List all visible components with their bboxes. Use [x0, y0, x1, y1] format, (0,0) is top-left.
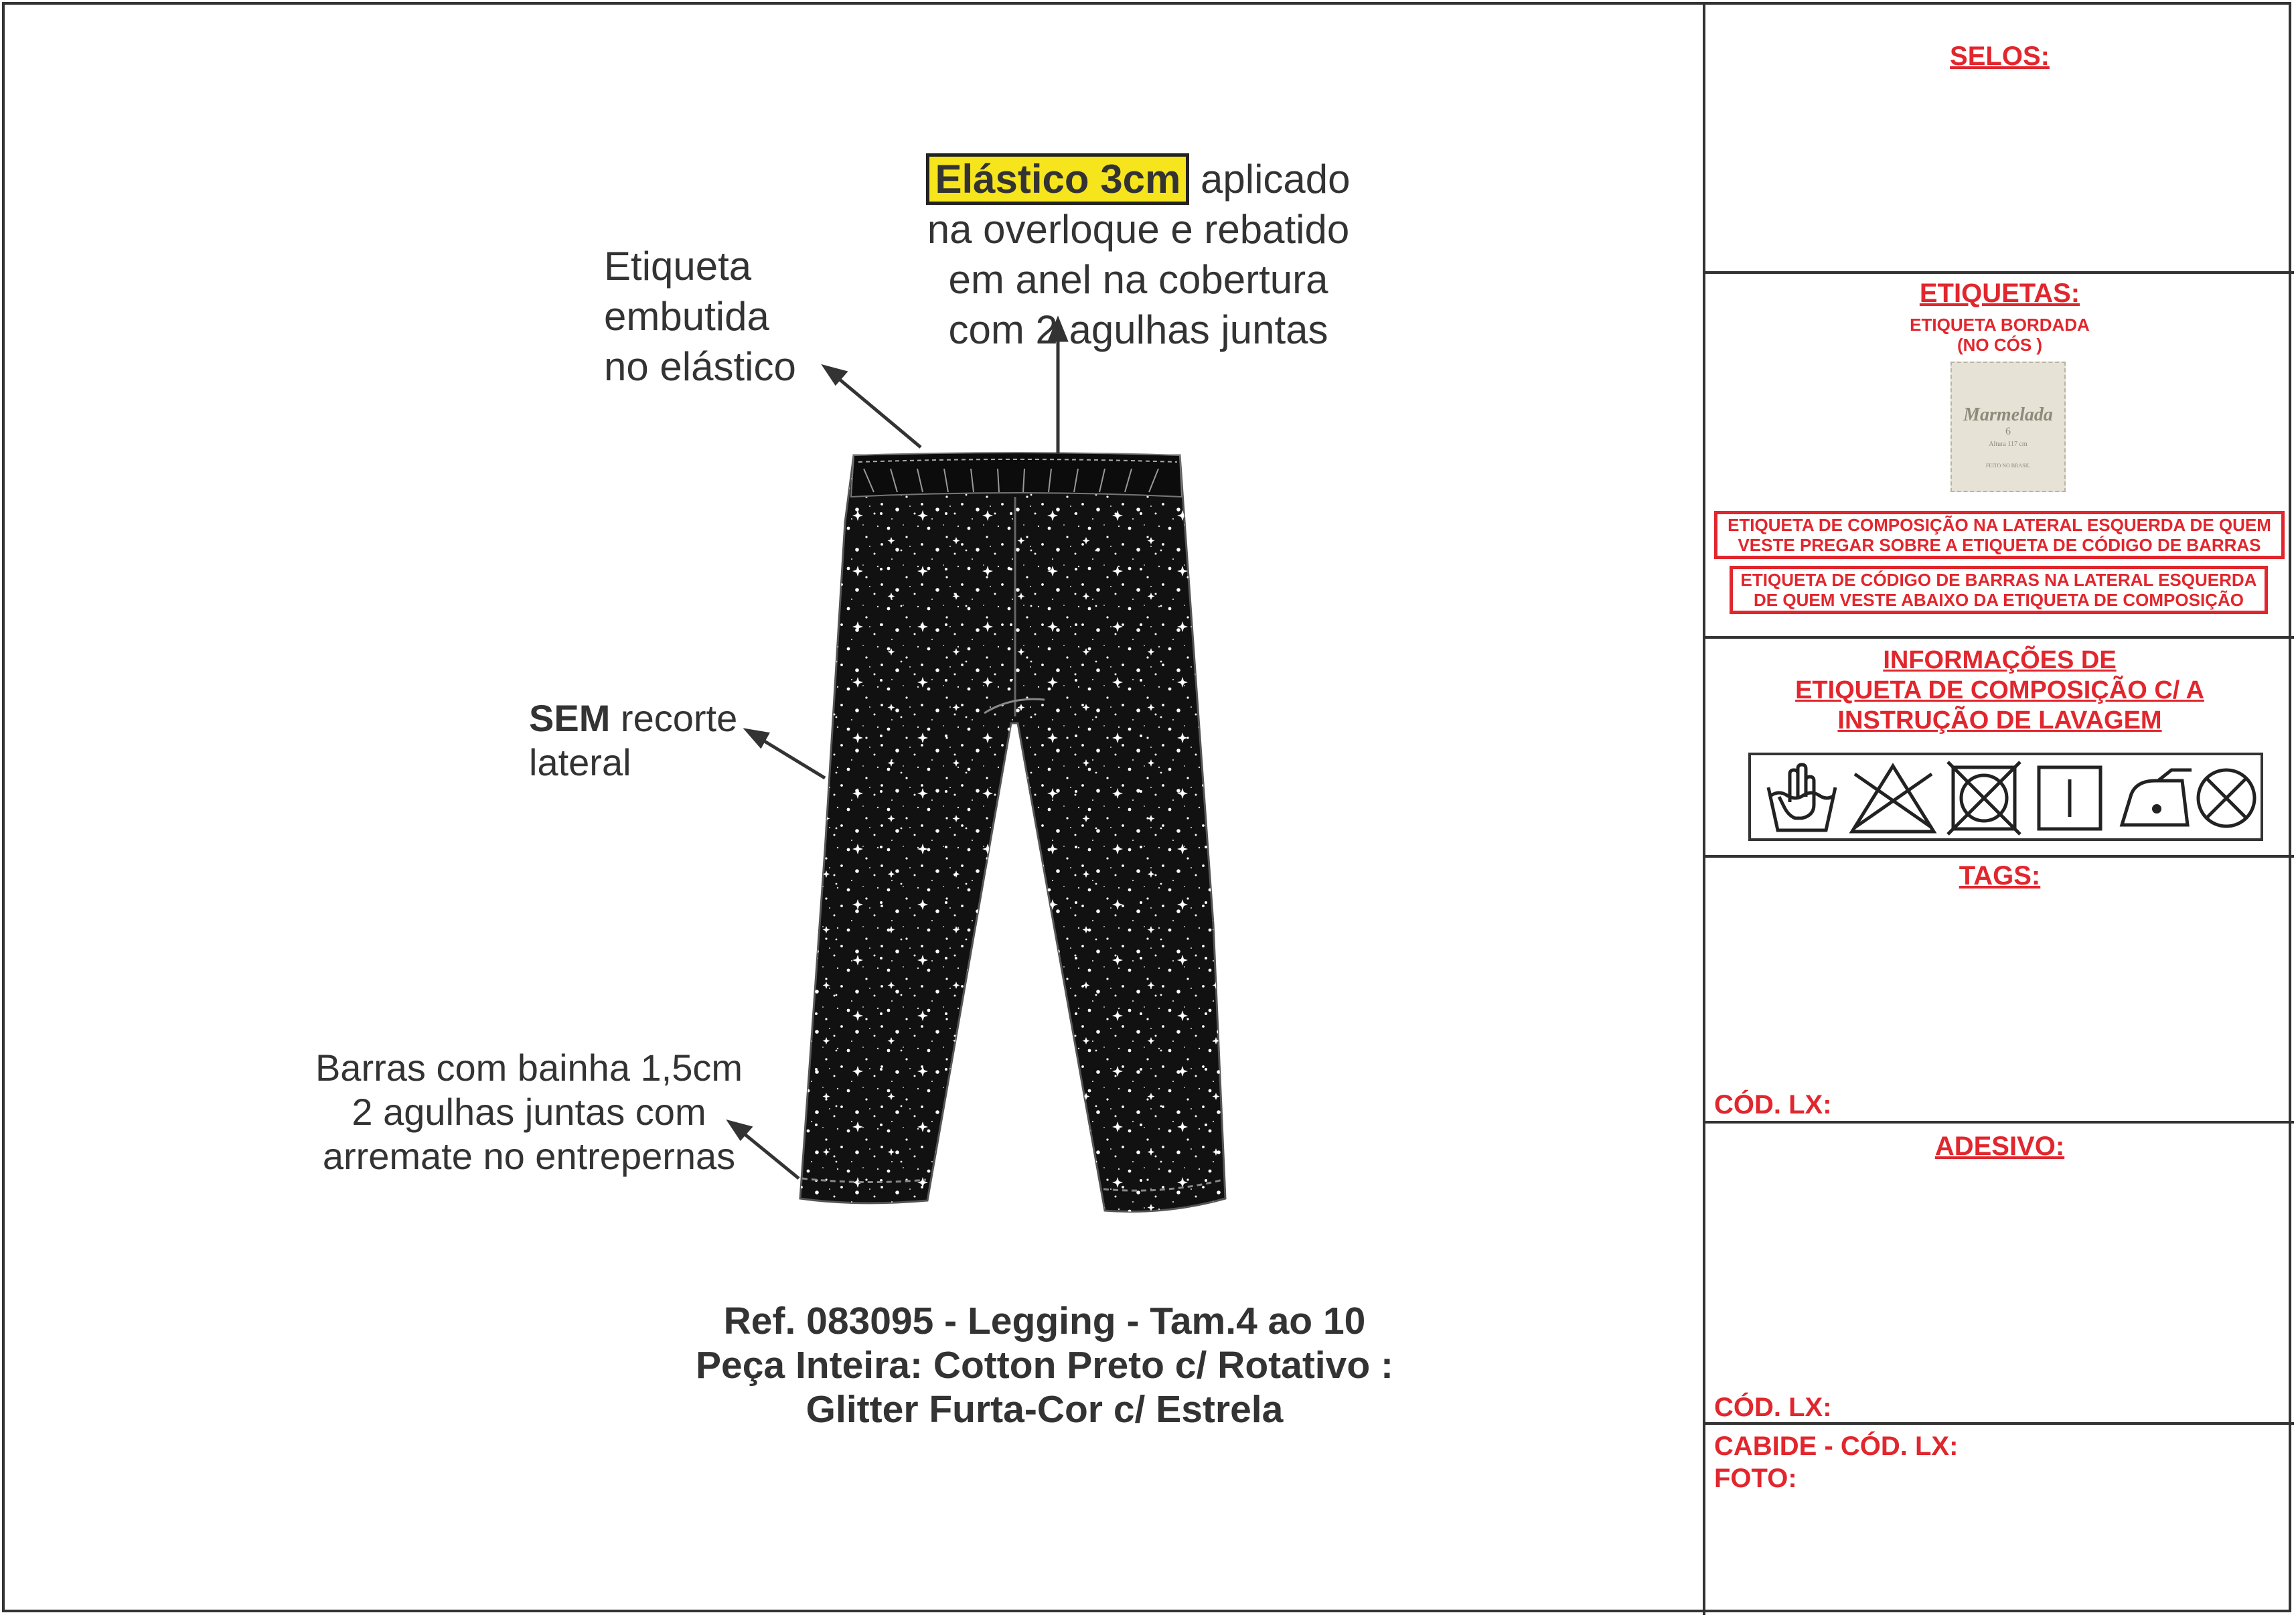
elastic-note — [924, 154, 1353, 355]
composition-note — [1714, 511, 2285, 559]
section-divider — [1703, 855, 2294, 858]
label-height: Altura 117 cm — [1989, 441, 2027, 448]
do-not-tumble-dry-icon — [1946, 761, 2021, 836]
elastic-highlight: Elástico 3cm — [926, 153, 1189, 205]
label-note-line: Etiqueta — [604, 244, 752, 289]
info-title-line: ETIQUETA DE COMPOSIÇÃO C/ A — [1795, 676, 2204, 704]
section-divider — [1703, 636, 2294, 639]
product-title-line: Peça Inteira: Cotton Preto c/ Rotativo : — [696, 1344, 1393, 1387]
etiquetas-title: ETIQUETAS: — [1919, 279, 2080, 308]
hem-note-line: arremate no entrepernas — [322, 1135, 736, 1177]
sidebar-divider — [1703, 2, 1705, 1615]
product-title-line: Ref. 083095 - Legging - Tam.4 ao 10 — [723, 1300, 1366, 1342]
elastic-note-line: em anel na cobertura — [948, 257, 1328, 302]
barcode-note-line: DE QUEM VESTE ABAIXO DA ETIQUETA DE COMPOSIÇÃO — [1754, 590, 2244, 610]
iron-low-icon — [2118, 761, 2193, 836]
label-note-line: no elástico — [604, 344, 796, 389]
embroidered-label — [1950, 362, 2066, 492]
label-note — [604, 241, 796, 392]
product-title-line: Glitter Furta-Cor c/ Estrela — [806, 1388, 1284, 1431]
elastic-note-line: na overloque e rebatido — [927, 207, 1350, 252]
side-seam-note — [529, 696, 737, 785]
do-not-dry-clean-icon — [2193, 761, 2260, 836]
label-note-line: embutida — [604, 294, 769, 339]
tags-code: CÓD. LX: — [1714, 1090, 1832, 1120]
side-seam-text: lateral — [529, 741, 631, 783]
care-instructions — [1748, 753, 2263, 841]
cabide-code: CABIDE - CÓD. LX: — [1714, 1432, 1959, 1461]
adesivo-title: ADESIVO: — [1934, 1132, 2065, 1161]
selos-title: SELOS: — [1950, 42, 2050, 71]
barcode-note-line: ETIQUETA DE CÓDIGO DE BARRAS NA LATERAL ESQUERDA — [1740, 570, 2257, 590]
tags-title: TAGS: — [1959, 861, 2041, 891]
hand-wash-icon — [1764, 761, 1839, 836]
section-divider — [1703, 1121, 2294, 1124]
label-brand: Marmelada — [1963, 404, 2053, 425]
label-size: 6 — [2005, 426, 2011, 437]
elastic-note-line: aplicado — [1201, 157, 1351, 202]
label-footer: FEITO NO BRASIL — [1985, 463, 2031, 469]
foto-label: FOTO: — [1714, 1464, 1797, 1493]
hem-note-line: Barras com bainha 1,5cm — [315, 1047, 743, 1089]
composition-note-line: VESTE PREGAR SOBRE A ETIQUETA DE CÓDIGO DE BARRAS — [1738, 535, 2261, 555]
elastic-note-line: com 2 agulhas juntas — [948, 307, 1328, 352]
adesivo-code: CÓD. LX: — [1714, 1393, 1832, 1422]
etiquetas-subtitle-line: ETIQUETA BORDADA — [1910, 315, 2090, 335]
side-seam-bold: SEM — [529, 697, 611, 739]
side-seam-text: recorte — [620, 697, 738, 739]
hem-note-line: 2 agulhas juntas com — [352, 1091, 706, 1133]
barcode-note — [1730, 566, 2268, 614]
info-title — [1705, 645, 2294, 736]
product-title — [549, 1299, 1540, 1432]
section-divider — [1703, 271, 2294, 274]
info-title-line: INSTRUÇÃO DE LAVAGEM — [1837, 706, 2162, 735]
hem-note — [295, 1046, 763, 1178]
info-title-line: INFORMAÇÕES DE — [1883, 646, 2117, 674]
do-not-bleach-icon — [1848, 761, 1938, 836]
etiquetas-subtitle — [1705, 315, 2294, 355]
composition-note-line: ETIQUETA DE COMPOSIÇÃO NA LATERAL ESQUERDA DE QUEM — [1728, 515, 2271, 535]
cabide-section — [1714, 1430, 1958, 1494]
etiquetas-subtitle-line: (NO CÓS ) — [1957, 335, 2043, 355]
line-dry-icon — [2032, 761, 2107, 836]
